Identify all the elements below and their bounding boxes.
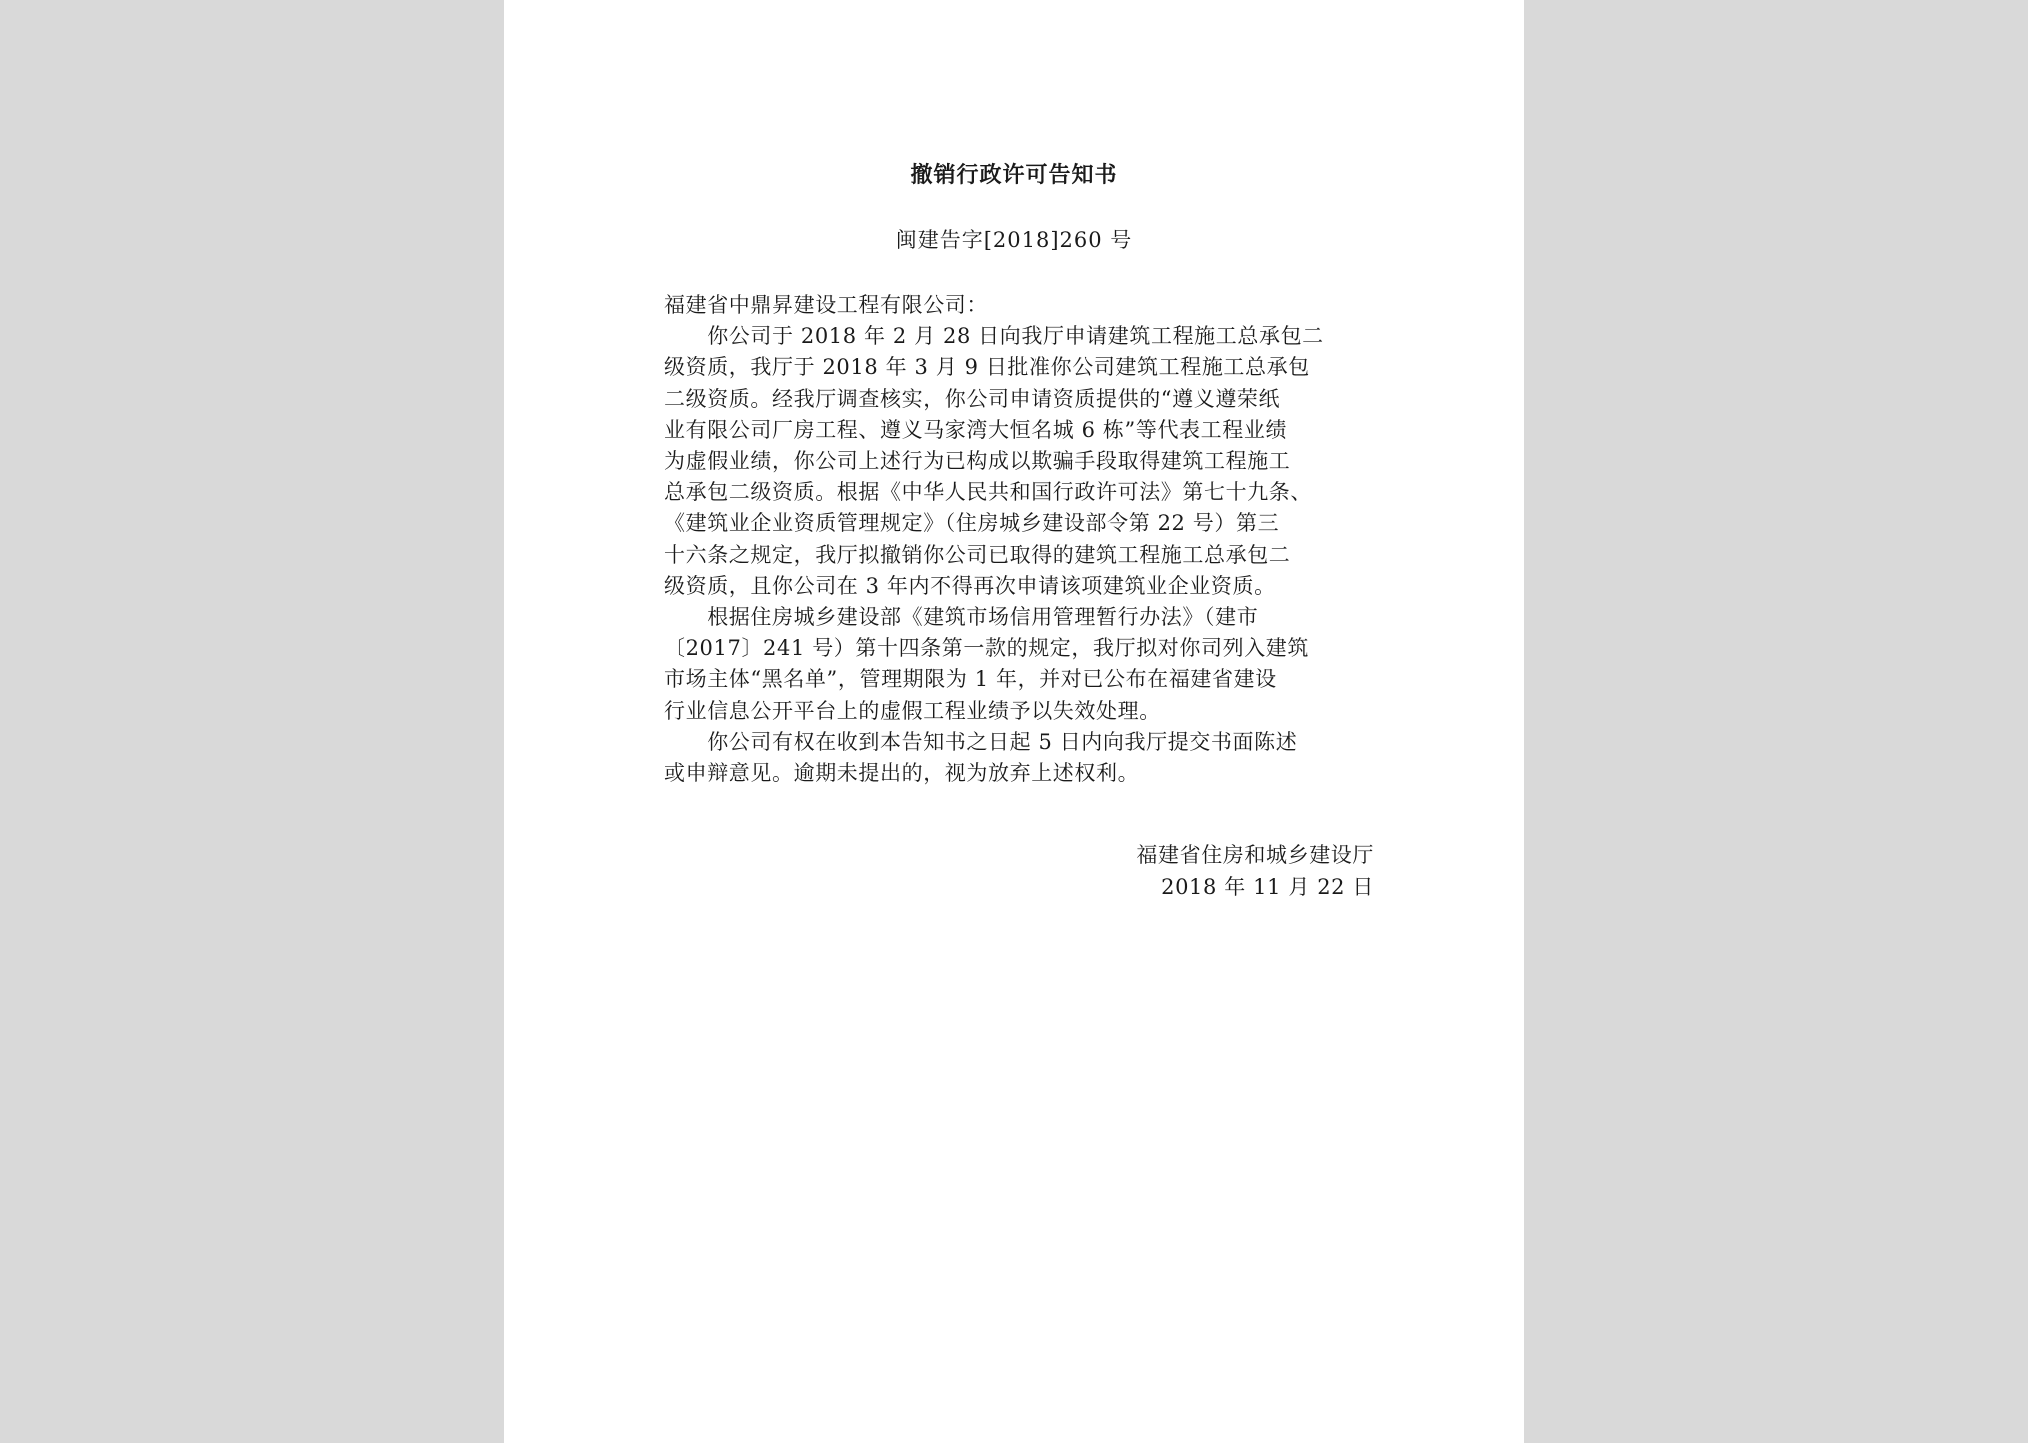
body-line: 级资质，我厅于 2018 年 3 月 9 日批准你公司建筑工程施工总承包 [664, 355, 1310, 380]
body-line: 根据住房城乡建设部《建筑市场信用管理暂行办法》（建市 [664, 605, 1259, 630]
body-line: 或申辩意见。逾期未提出的，视为放弃上述权利。 [664, 761, 1140, 786]
issuing-organization: 福建省住房和城乡建设厅 [1136, 843, 1374, 867]
body-line: 市场主体“黑名单”，管理期限为 1 年，并对已公布在福建省建设 [664, 667, 1277, 692]
document-body [664, 290, 1374, 789]
body-line: 总承包二级资质。根据《中华人民共和国行政许可法》第七十九条、 [664, 480, 1312, 505]
body-line: 二级资质。经我厅调查核实，你公司申请资质提供的“遵义遵荣纸 [664, 386, 1281, 411]
body-line: 十六条之规定，我厅拟撤销你公司已取得的建筑工程施工总承包二 [664, 542, 1291, 567]
document-number: 闽建告字[2018]260 号 [895, 228, 1133, 252]
body-line: 行业信息公开平台上的虚假工程业绩予以失效处理。 [664, 698, 1161, 723]
body-line: 你公司于 2018 年 2 月 28 日向我厅申请建筑工程施工总承包二 [664, 324, 1324, 349]
signature-block [1044, 840, 1374, 903]
document-page [504, 0, 1524, 1443]
body-line: 业有限公司厂房工程、遵义马家湾大恒名城 6 栋”等代表工程业绩 [664, 417, 1288, 442]
issue-date: 2018 年 11 月 22 日 [1161, 874, 1374, 899]
document-title: 撤销行政许可告知书 [910, 162, 1118, 188]
body-line: 〔2017〕241 号）第十四条第一款的规定，我厅拟对你司列入建筑 [664, 636, 1309, 661]
body-line: 为虚假业绩，你公司上述行为已构成以欺骗手段取得建筑工程施工 [664, 449, 1291, 474]
body-line: 你公司有权在收到本告知书之日起 5 日内向我厅提交书面陈述 [664, 729, 1298, 754]
body-line: 《建筑业企业资质管理规定》（住房城乡建设部令第 22 号）第三 [664, 511, 1280, 536]
body-line: 级资质，且你公司在 3 年内不得再次申请该项建筑业企业资质。 [664, 573, 1276, 598]
addressee-line: 福建省中鼎昇建设工程有限公司： [664, 293, 988, 317]
